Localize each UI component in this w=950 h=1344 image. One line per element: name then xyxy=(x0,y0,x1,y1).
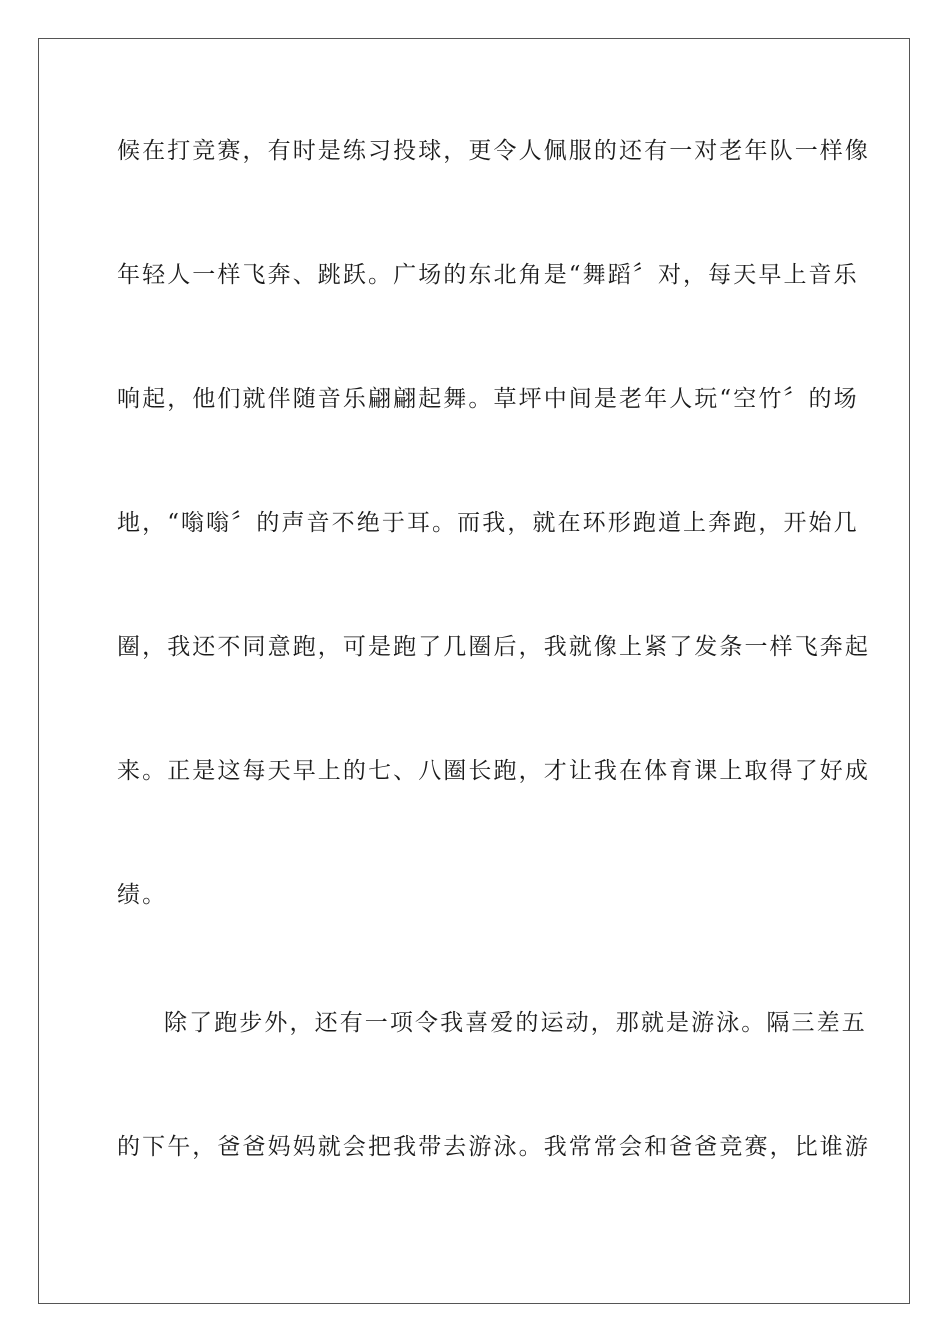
paragraph-first-line: 除了跑步外，还有一项令我喜爱的运动，那就是游泳。隔三差五 xyxy=(164,1010,867,1036)
paragraph-line: 地，“嗡嗡〞的声音不绝于耳。而我，就在环形跑道上奔跑，开始几 xyxy=(117,510,859,536)
paragraph-line: 的下午，爸爸妈妈就会把我带去游泳。我常常会和爸爸竞赛，比谁游 xyxy=(117,1134,870,1160)
paragraph-line: 候在打竞赛，有时是练习投球，更令人佩服的还有一对老年队一样像 xyxy=(117,138,870,164)
paragraph-line: 响起，他们就伴随音乐翩翩起舞。草坪中间是老年人玩“空竹〞的场 xyxy=(117,386,859,412)
paragraph-line: 圈，我还不同意跑，可是跑了几圈后，我就像上紧了发条一样飞奔起 xyxy=(117,634,870,660)
page-border xyxy=(38,38,910,1304)
paragraph-line: 绩。 xyxy=(117,882,168,908)
paragraph-line: 年轻人一样飞奔、跳跃。广场的东北角是“舞蹈〞对，每天早上音乐 xyxy=(117,262,859,288)
paragraph-line: 来。正是这每天早上的七、八圈长跑，才让我在体育课上取得了好成 xyxy=(117,758,870,784)
